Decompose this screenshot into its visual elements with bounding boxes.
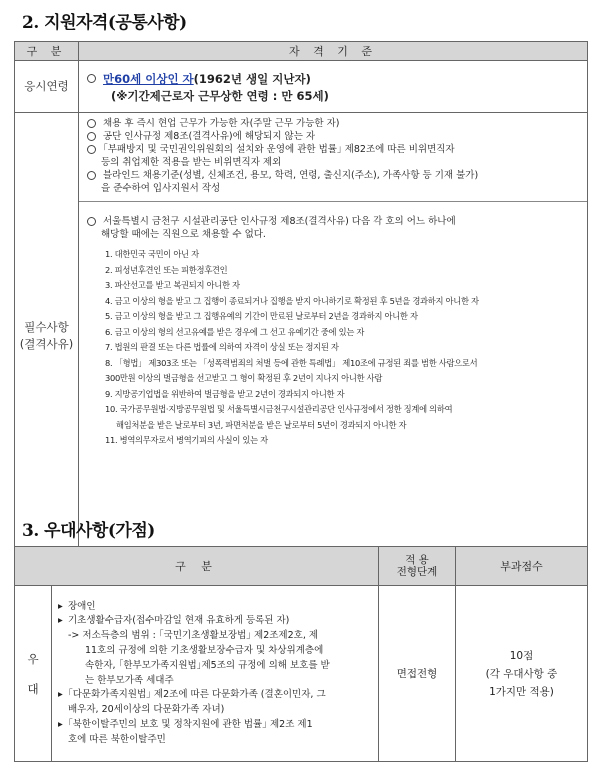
disqualification-item: 10. 국가공무원법·지방공무원법 및 서울특별시금천구시설관리공단 인사규정에서 정한 징계에 의하여 [105,404,453,414]
pref-item-continuation: 속한자, ｢한부모가족지원법｣제5조의 규정에 의해 보호를 받 [85,659,330,671]
pref-item [58,614,372,629]
pref-items [52,598,378,750]
pref-item-text: ｢다문화가족지원법｣ 제2조에 따른 다문화가족 (결혼이민자, 그 [68,689,326,701]
eligibility-table [14,41,588,559]
triangle-bullet-icon: ▸ [58,615,63,627]
required-bullet-text: 공단 인사규정 제8조(결격사유)에 해당되지 않는 자 [103,131,316,142]
pref-item [58,629,372,644]
apply-age-highlight: 만60세 이상인 자 [103,71,194,86]
pref-item [58,688,372,703]
disqualification-section [79,202,587,449]
pref-item-text: 장애인 [68,600,96,612]
required-bullet [87,117,579,130]
pref-header-points: 부과점수 [456,547,588,586]
pref-stage: 면접전형 [379,586,456,762]
circle-bullet-icon [87,74,96,83]
required-bullet [87,130,579,143]
apply-age-label: 응시연령 [15,61,79,113]
pref-item [58,718,372,733]
triangle-bullet-icon: ▸ [58,689,63,701]
disqualification-item: 1. 대한민국 국민이 아닌 자 [105,249,199,259]
pref-item-continuation: 는 한부모가족 세대주 [85,674,174,686]
pref-points-line2: (각 우대사항 중 [485,667,558,680]
intro-line-1: 서울특별시 금천구 시설관리공단 인사규정 제8조(결격사유) 다음 각 호의 어느 하나에 [103,216,456,227]
disqualification-item: 8. 「형법」 제303조 또는 「성폭력범죄의 처벌 등에 관한 특례법」 제10조에 규정된 죄를 범한 사람으로서 [105,357,478,368]
disqualification-item: 해임처분을 받은 날로부터 3년, 파면처분을 받은 날로부터 5년이 경과되지 아니한 자 [116,419,407,430]
required-bullet-continuation: 을 준수하여 입사지원서 작성 [101,183,221,194]
pref-item [58,600,372,615]
pref-item-continuation: 11호의 규정에 의한 기초생활보장수급자 및 차상위계층에 [85,644,324,656]
triangle-bullet-icon: ▸ [58,718,63,730]
section-title-eligibility: 2. 지원자격(공통사항) [22,13,187,33]
required-label [15,113,79,559]
required-label-line1: 필수사항 [24,319,69,334]
pref-item-text: -> 저소득층의 범위 : ｢국민기초생활보장법｣ 제2조제2호, 제 [68,630,319,642]
pref-item-continuation: 배우자, 20세이상의 다문화가족 자녀) [68,704,225,716]
pref-label-line1: 우 [27,651,39,666]
disqualification-item: 5. 금고 이상의 형을 받고 그 집행유예의 기간이 만료된 날로부터 2년을 경과하지 아니한 자 [105,311,418,321]
pref-item-text: 기초생활수급자(접수마감일 현재 유효하게 등록된 자) [68,615,290,627]
required-bullet-text: 블라인드 채용기준(성별, 신체조건, 용모, 학력, 연령, 출신지(주소), 가족사항 등 기재 불가) [103,170,479,181]
required-bullet-text: 채용 후 즉시 현업 근무가 가능한 자(주말 근무 가능한 자) [103,118,340,129]
pref-item-text: ｢북한이탈주민의 보호 및 정착지원에 관한 법률｣ 제2조 제1 [68,718,313,730]
pref-header-category: 구 분 [15,547,379,586]
header-criteria: 자 격 기 준 [79,42,588,61]
disqualification-item: 3. 파산선고를 받고 복권되지 아니한 자 [105,280,240,290]
required-bullet [87,143,579,156]
disqualification-item: 9. 지방공기업법을 위반하여 벌금형을 받고 2년이 경과되지 아니한 자 [105,388,345,399]
disqualification-list [87,247,579,449]
pref-label [15,586,52,762]
disqualification-item: 300만원 이상의 벌금형을 선고받고 그 형이 확정된 후 2년이 지나지 아니한 사람 [105,373,383,383]
pref-header-stage-line2: 전형단계 [396,566,438,578]
required-bullets [79,113,587,202]
required-bullet-continuation: 등의 취업제한 적용을 받는 비위면직자 제외 [101,157,282,168]
disqualification-intro [87,215,579,228]
circle-bullet-icon [87,132,96,141]
pref-points-line1: 10점 [509,649,534,662]
pref-label-line2: 대 [27,681,39,696]
header-category: 구 분 [15,42,79,61]
circle-bullet-icon [87,171,96,180]
section-title-preference: 3. 우대사항(가점) [22,521,155,541]
required-bullet-text: ｢부패방지 및 국민권익위원회의 설치와 운영에 관한 법률｣ 제82조에 따른 비위면직자 [103,144,455,155]
pref-points [456,586,588,762]
pref-header-stage [379,547,456,586]
circle-bullet-icon [87,217,96,226]
disqualification-item: 2. 피성년후견인 또는 피한정후견인 [105,264,228,275]
disqualification-item: 4. 금고 이상의 형을 받고 그 집행이 종료되거나 집행을 받지 아니하기로 확정된 후 5년을 경과하지 아니한 자 [105,295,479,306]
pref-header-stage-line1: 적 용 [405,554,429,566]
required-bullet [87,169,579,182]
required-label-line2: (결격사유) [19,336,74,351]
apply-age-line2: (※기간제근로자 근무상한 연령 : 만 65세) [111,88,329,103]
disqualification-item: 6. 금고 이상의 형의 선고유예를 받은 경우에 그 선고 유예기간 중에 있는 자 [105,326,365,337]
triangle-bullet-icon: ▸ [58,600,63,612]
apply-age-criteria [79,69,587,105]
preference-table [14,546,588,762]
circle-bullet-icon [87,145,96,154]
disqualification-item: 7. 법원의 판결 또는 다른 법률에 의하여 자격이 상실 또는 정지된 자 [105,342,339,352]
apply-age-line1 [87,71,579,88]
pref-item-continuation: 호에 따른 북한이탈주민 [68,733,166,745]
pref-points-line3: 1가지만 적용) [489,685,554,698]
circle-bullet-icon [87,119,96,128]
apply-age-birth: (1962년 생일 지난자) [193,71,311,86]
intro-line-2: 해당할 때에는 직원으로 채용할 수 없다. [101,229,266,240]
disqualification-item: 11. 병역의무자로서 병역기피의 사실이 있는 자 [105,435,268,445]
